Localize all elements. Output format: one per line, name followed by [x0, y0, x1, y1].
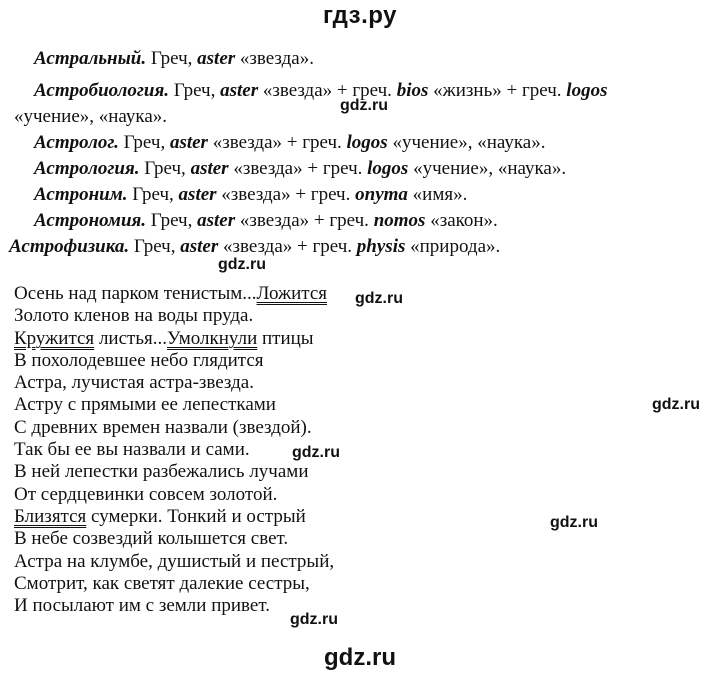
definition-text: «жизнь» + греч. — [428, 80, 567, 101]
definition-text: «звезда» + греч. — [207, 132, 347, 153]
greek-word: onyma — [355, 184, 408, 205]
greek-word: aster — [180, 236, 219, 257]
poem-line — [14, 283, 334, 305]
definition-astrofizika — [9, 236, 500, 258]
greek-word: bios — [396, 80, 429, 101]
poem-line: Смотрит, как светят далекие сестры, — [14, 572, 310, 594]
definition-astronomiya — [34, 210, 498, 232]
greek-word: aster — [178, 184, 217, 205]
poem-line: В ней лепестки разбежались лучами — [14, 461, 309, 483]
definition-text: Греч, — [118, 132, 170, 153]
poem-line: И посылают им с земли привет. — [14, 595, 270, 617]
definition-term: Астроним. — [34, 184, 128, 205]
definition-text: «имя». — [407, 184, 468, 205]
definition-text: «природа». — [405, 236, 501, 257]
definition-text: «звезда» + греч. — [228, 158, 368, 179]
watermark: gdz.ru — [218, 256, 266, 273]
greek-word: aster — [197, 210, 236, 231]
definition-text: «звезда» + греч. — [218, 236, 357, 257]
greek-word: logos — [367, 158, 409, 179]
greek-word: nomos — [373, 210, 426, 231]
watermark: gdz.ru — [290, 611, 338, 628]
poem-line: Золото кленов на воды пруда. — [14, 305, 254, 327]
watermark: gdz.ru — [652, 396, 700, 413]
underlined-verb: Кружится — [14, 327, 95, 349]
poem-line: Астру с прямыми ее лепестками — [14, 394, 276, 416]
poem-line — [14, 328, 334, 350]
greek-word: physis — [356, 236, 406, 257]
poem-text: Осень над парком тенистым... — [14, 283, 257, 304]
poem-text: сумерки. Тонкий и острый — [86, 505, 306, 527]
poem-line — [14, 506, 334, 528]
definition-astronim — [34, 184, 467, 206]
underlined-verb: Близятся — [14, 505, 87, 527]
definition-text: «закон». — [425, 210, 498, 231]
greek-word: aster — [220, 80, 259, 101]
definition-term: Астробиология. — [34, 80, 170, 101]
definition-text: «учение», «наука». — [387, 132, 546, 153]
poem-line: Астра на клумбе, душистый и пестрый, — [14, 550, 335, 572]
underlined-verb: Ложится — [256, 283, 327, 304]
definition-text: «звезда». — [235, 48, 314, 69]
poem-text: птицы — [257, 327, 314, 349]
definition-text: Греч, — [139, 158, 191, 179]
definition-astrologiya — [34, 158, 566, 180]
poem-line: С древних времен назвали (звездой). — [14, 416, 312, 438]
watermark: gdz.ru — [340, 97, 388, 114]
definition-text: «звезда» + греч. — [235, 210, 374, 231]
watermark: gdz.ru — [355, 290, 403, 307]
greek-word: aster — [190, 158, 229, 179]
definition-term: Астролог. — [34, 132, 119, 153]
definition-text: Греч, — [169, 80, 221, 101]
definition-term: Астральный. — [34, 48, 147, 69]
definition-continuation: «учение», «наука». — [14, 106, 168, 127]
definition-text: Греч, — [127, 184, 179, 205]
poem-line: Так бы ее вы назвали и сами. — [14, 439, 250, 461]
greek-word: logos — [346, 132, 388, 153]
definition-term: Астрономия. — [34, 210, 147, 231]
definition-text: Греч, — [129, 236, 181, 257]
poem-line: Астра, лучистая астра-звезда. — [14, 372, 254, 394]
definition-term: Астрофизика. — [9, 236, 130, 257]
definition-text: Греч, — [146, 48, 198, 69]
poem — [14, 283, 334, 617]
poem-line: От сердцевинки совсем золотой. — [14, 483, 278, 505]
poem-line: В небе созвездий колышется свет. — [14, 528, 289, 550]
poem-text: листья... — [94, 327, 167, 349]
definition-astrobiologiya — [34, 80, 607, 102]
greek-word: logos — [566, 80, 608, 101]
greek-word: aster — [169, 132, 208, 153]
definition-text: «звезда» + греч. — [258, 80, 397, 101]
watermark: gdz.ru — [550, 514, 598, 531]
definition-astralny — [34, 48, 314, 70]
definition-text: «звезда» + греч. — [216, 184, 356, 205]
definition-text: Греч, — [146, 210, 198, 231]
definition-text: «учение», «наука». — [408, 158, 567, 179]
definition-term: Астрология. — [34, 158, 140, 179]
greek-word: aster — [197, 48, 236, 69]
site-header: гдз.ру — [323, 2, 397, 29]
definition-astrolog — [34, 132, 546, 154]
watermark: gdz.ru — [292, 444, 340, 461]
site-footer: gdz.ru — [324, 644, 396, 671]
poem-line: В похолодевшее небо глядится — [14, 349, 264, 371]
underlined-verb: Умолкнули — [166, 327, 258, 349]
